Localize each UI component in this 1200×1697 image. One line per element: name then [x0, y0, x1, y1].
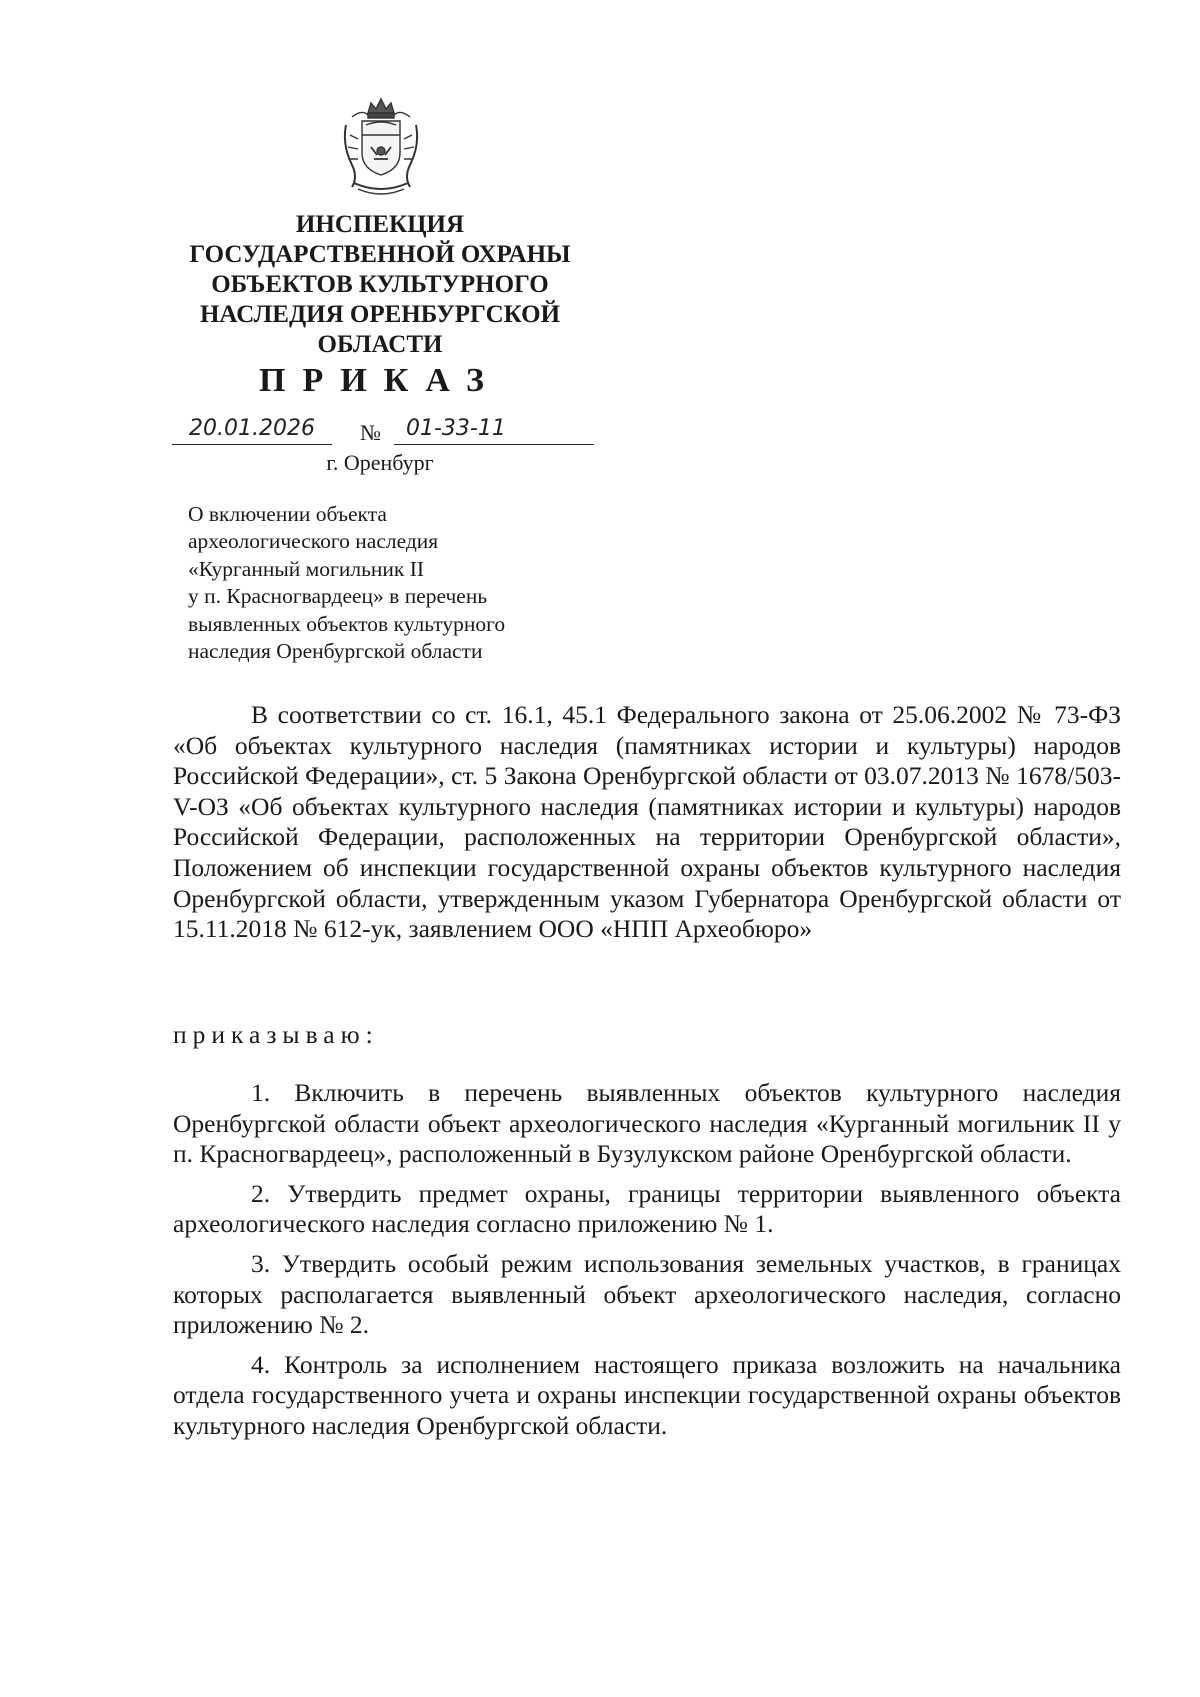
- order-items: [173, 1078, 1121, 1451]
- subject-line: археологического наследия: [188, 529, 439, 554]
- order-number: 01-33-11: [406, 416, 506, 441]
- subject-line: «Курганный могильник II: [188, 556, 425, 581]
- order-item: 1. Включить в перечень выявленных объектов культурного наследия Оренбургской области объект археологического наследия «Курганный могильник II у п. Красногвардеец», расположенный в Бузулукском районе Оренбургской области.: [173, 1078, 1121, 1169]
- subject-line: наследия Оренбургской области: [188, 639, 483, 664]
- order-item: 2. Утвердить предмет охраны, границы территории выявленного объекта археологического наследия согласно приложению № 1.: [173, 1178, 1121, 1239]
- number-sign: №: [360, 420, 381, 445]
- org-line: ОБЛАСТИ: [317, 331, 443, 358]
- org-line: НАСЛЕДИЯ ОРЕНБУРГСКОЙ: [199, 301, 561, 328]
- subject-line: у п. Красногвардеец» в перечень: [188, 584, 488, 609]
- org-line: ОБЪЕКТОВ КУЛЬТУРНОГО: [211, 271, 549, 298]
- organization-name: [150, 210, 610, 360]
- date-number-row: [172, 414, 592, 448]
- order-item: 3. Утвердить особый режим использования земельных участков, в границах которых располагается выявленный объект археологического наследия, согласно приложению № 2.: [173, 1248, 1121, 1340]
- subject-line: выявленных объектов культурного: [188, 611, 506, 636]
- number-field: [394, 414, 594, 445]
- subject-line: О включении объекта: [188, 502, 387, 526]
- subject-block: [188, 501, 608, 665]
- document-title: ПРИКАЗ: [259, 362, 501, 399]
- city: г. Оренбург: [326, 450, 434, 475]
- org-line: ГОСУДАРСТВЕННОЙ ОХРАНЫ: [189, 241, 571, 268]
- date-field: [172, 414, 332, 445]
- order-item: 4. Контроль за исполнением настоящего приказа возложить на начальника отдела государственного учета и охраны инспекции государственной охраны объектов культурного наследия Оренбургской области.: [173, 1349, 1121, 1440]
- order-verb: приказываю:: [173, 1020, 379, 1049]
- org-line: ИНСПЕКЦИЯ: [295, 211, 465, 238]
- coat-of-arms-emblem: [338, 95, 424, 199]
- order-date: 20.01.2026: [189, 416, 315, 441]
- preamble-paragraph: В соответствии со ст. 16.1, 45.1 Федерального закона от 25.06.2002 № 73-ФЗ «Об объектах культурного наследия (памятниках истории и культуры) народов Российской Федерации», ст. 5 Закона Оренбургской области от 03.07.2013 № 1678/503-V-ОЗ «Об объектах культурного наследия (памятниках истории и культуры) народов Российской Федерации, расположенных на территории Оренбургской области», Положением об инспекции государственной охраны объектов культурного наследия Оренбургской области, утвержденным указом Губернатора Оренбургской области от 15.11.2018 № 612-ук, заявлением ООО «НПП Археобюро»: [173, 700, 1121, 944]
